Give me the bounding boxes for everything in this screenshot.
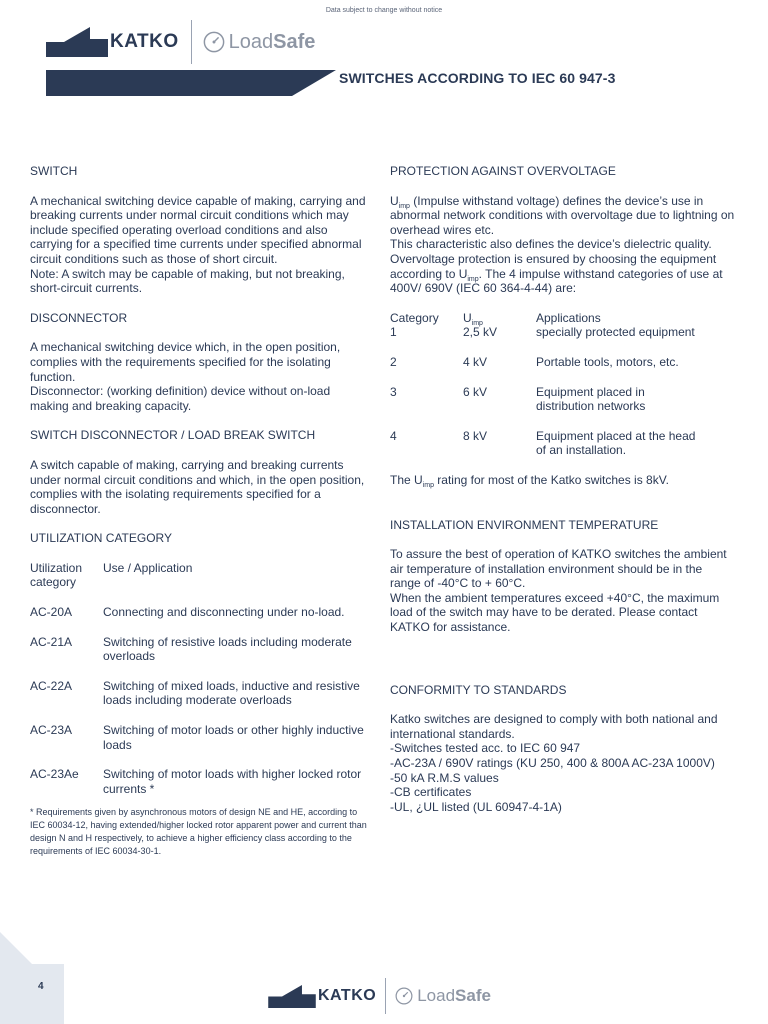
cat-number: 2: [390, 354, 397, 369]
katko-mark-icon: [268, 985, 316, 1008]
util-code: AC-23Ae: [30, 767, 79, 782]
katko-wordmark: KATKO: [318, 987, 377, 1004]
footnote: * Requirements given by asynchronous motors of design NE and HE, according to IEC 60034-12, having extended/higher locked rotor apparent power and current than design N and H respectively, to achieve a higher efficiency class according to the requirements of IEC 60034-30-1.: [30, 807, 367, 856]
environment-heading: INSTALLATION ENVIRONMENT TEMPERATURE: [390, 517, 659, 532]
switch-disconnector-heading: SWITCH DISCONNECTOR / LOAD BREAK SWITCH: [30, 428, 316, 443]
util-desc: Switching of resistive loads including moderate overloads: [103, 634, 352, 664]
imp-subscript: imp: [422, 481, 434, 489]
util-code: AC-22A: [30, 678, 73, 693]
overvoltage-text-1: (Impulse withstand voltage) defines the device’s use in abnormal network conditions with overvoltage due to lightning on overhead wires etc.: [390, 193, 735, 237]
cat-voltage: 2,5 kV: [463, 325, 498, 340]
utilization-header-row: [30, 561, 372, 590]
switch-note: Note: A switch may be capable of making, but not breaking, short-circuit currents.: [30, 266, 345, 296]
overvoltage-text-3b: . The 4 impulse withstand categories of use at 400V/ 690V (IEC 60 364-4-44) are:: [390, 266, 723, 296]
util-desc: Switching of motor loads with higher locked rotor currents *: [103, 767, 362, 796]
loadsafe-wordmark: [417, 986, 491, 1006]
switch-heading: SWITCH: [30, 164, 78, 178]
rating-text-a: The U: [390, 472, 423, 487]
cat-number: 4: [390, 428, 397, 443]
category-header-row: [390, 311, 735, 326]
util-desc: Switching of motor loads or other highly inductive loads: [103, 723, 364, 752]
header-logos: [46, 18, 315, 66]
overvoltage-text-3a: Overvoltage protection is ensured by choosing the equipment according to U: [390, 251, 717, 281]
cat-application: Equipment placed in distribution networks: [536, 384, 646, 414]
util-code: AC-20A: [30, 605, 73, 620]
right-column: [390, 164, 735, 814]
gauge-icon: [395, 987, 413, 1005]
loadsafe-safe: Safe: [273, 30, 316, 53]
table-row: [390, 385, 735, 414]
gauge-icon: [203, 31, 225, 53]
footer-logos: [268, 977, 491, 1015]
logo-divider: [191, 20, 192, 64]
disconnector-heading: DISCONNECTOR: [30, 310, 128, 325]
disconnector-working-definition: Disconnector: (working definition) device without on-load making and breaking capacity.: [30, 384, 331, 413]
imp-subscript: imp: [467, 275, 479, 283]
util-desc: Connecting and disconnecting under no-load.: [103, 605, 345, 620]
header-band: [46, 70, 336, 96]
cat-voltage: 8 kV: [463, 428, 488, 443]
katko-logo: [46, 27, 179, 57]
imp-subscript: imp: [471, 319, 483, 327]
list-item: -AC-23A / 690V ratings (KU 250, 400 & 800A AC-23A 1000V): [390, 756, 715, 771]
overvoltage-protection-text: [390, 252, 735, 296]
disconnector-definition: A mechanical switching device which, in the open position, complies with the requirements specified for the isolating function.: [30, 340, 341, 384]
u-symbol: U: [390, 193, 399, 208]
table-row: [30, 605, 372, 620]
logo-divider: [385, 978, 386, 1014]
conformity-text: Katko switches are designed to comply with both national and international standards.: [390, 712, 718, 741]
cat-application: Equipment placed at the head of an installation.: [536, 428, 696, 458]
page-number: 4: [38, 981, 44, 992]
loadsafe-safe: Safe: [455, 986, 491, 1005]
overvoltage-heading: PROTECTION AGAINST OVERVOLTAGE: [390, 164, 616, 178]
cat-voltage: 4 kV: [463, 354, 488, 369]
table-row: [390, 325, 735, 340]
notice: Data subject to change without notice: [325, 7, 443, 14]
cat-application: specially protected equipment: [536, 325, 695, 340]
overvoltage-paragraph: [390, 194, 735, 238]
table-row: [30, 767, 372, 796]
rating-text: [390, 473, 735, 488]
utilization-col-use: Use / Application: [103, 560, 193, 575]
list-item: -50 kA R.M.S values: [390, 770, 499, 785]
katko-logo: [268, 985, 376, 1008]
cat-number: 1: [390, 325, 397, 340]
cat-number: 3: [390, 384, 397, 399]
utilization-heading: UTILIZATION CATEGORY: [30, 531, 173, 546]
environment-text-2: When the ambient temperatures exceed +40°C, the maximum load of the switch may have to be derated. Please contact KATKO for assistance.: [390, 590, 720, 635]
rating-text-b: rating for most of the Katko switches is 8kV.: [433, 472, 669, 487]
list-item: -Switches tested acc. to IEC 60 947: [390, 741, 581, 756]
cat-voltage: 6 kV: [463, 384, 488, 399]
u-symbol: U: [463, 310, 472, 325]
uimp-col-label: [463, 311, 536, 326]
loadsafe-logo: [203, 31, 316, 54]
table-row: [390, 429, 735, 458]
corner-decoration: [0, 932, 64, 1024]
utilization-col-category: Utilization category: [30, 560, 83, 590]
util-desc: Switching of mixed loads, inductive and resistive loads including moderate overloads: [103, 678, 360, 708]
loadsafe-wordmark: [229, 31, 316, 54]
conformity-heading: CONFORMITY TO STANDARDS: [390, 682, 567, 697]
dielectric-text: This characteristic also defines the device’s dielectric quality.: [390, 237, 712, 252]
list-item: -CB certificates: [390, 785, 472, 800]
environment-text-1: To assure the best of operation of KATKO switches the ambient air temperature of installation environment should be in the range of -40°C to + 60°C.: [390, 547, 727, 591]
page-title: SWITCHES ACCORDING TO IEC 60 947-3: [339, 70, 616, 86]
util-code: AC-23A: [30, 723, 73, 738]
cat-application: Portable tools, motors, etc.: [536, 354, 679, 369]
table-row: [390, 355, 735, 370]
katko-wordmark: KATKO: [110, 31, 179, 52]
left-column: [30, 164, 372, 858]
loadsafe-logo: [395, 986, 491, 1006]
katko-mark-icon: [46, 27, 108, 57]
loadsafe-load: Load: [417, 986, 456, 1005]
util-code: AC-21A: [30, 634, 73, 649]
category-col-label: Category: [390, 310, 439, 325]
table-row: [30, 679, 372, 708]
switch-definition: A mechanical switching device capable of making, carrying and breaking currents under normal circuit conditions which may include specified operating overload conditions and also carrying for a specified time currents under specified abnormal circuit conditions such as those of short circuit.: [30, 193, 366, 266]
applications-col-label: Applications: [536, 310, 601, 325]
imp-subscript: imp: [398, 202, 410, 210]
switch-disconnector-definition: A switch capable of making, carrying and breaking currents under normal circuit conditions and which, in the open position, complies with the isolating requirements specified for a disconnector.: [30, 457, 365, 516]
table-row: [30, 723, 372, 752]
table-row: [30, 635, 372, 664]
loadsafe-load: Load: [228, 30, 274, 53]
list-item: -UL, ¿UL listed (UL 60947-4-1A): [390, 799, 562, 814]
